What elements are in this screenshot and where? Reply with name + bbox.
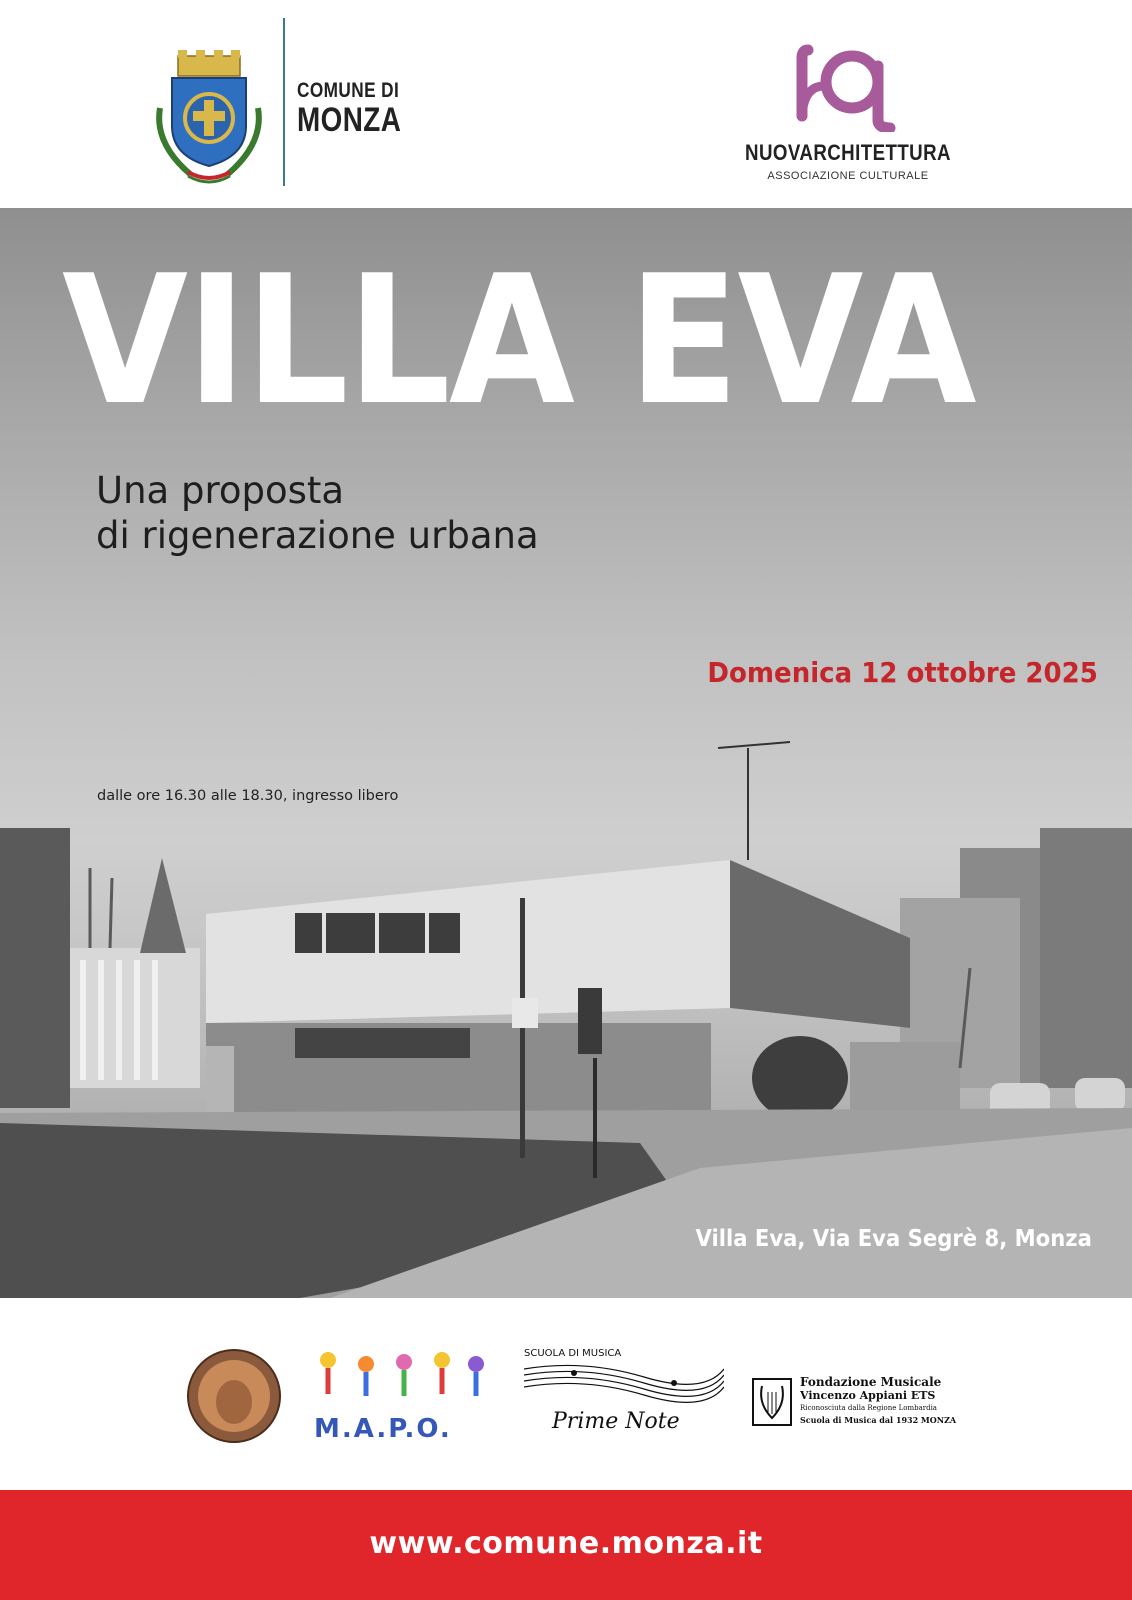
header <box>0 0 1132 208</box>
fondazione-line1: Fondazione Musicale <box>800 1375 942 1389</box>
org-name: NUOVARCHITETTURA <box>745 140 951 165</box>
nuovarchitettura-logo-icon <box>790 36 910 132</box>
children-figures-icon <box>314 1348 494 1408</box>
event-subtitle <box>96 468 539 558</box>
fondazione-line2: Vincenzo Appiani ETS <box>800 1389 936 1402</box>
fondazione-appiani-logo <box>752 1375 957 1434</box>
subtitle-line1: Una proposta <box>96 469 345 512</box>
prime-note-logo <box>524 1348 724 1448</box>
event-title: VILLA EVA <box>62 237 975 444</box>
footer-bar <box>0 1490 1132 1600</box>
music-staff-icon <box>524 1359 724 1405</box>
subtitle-line2: di rigenerazione urbana <box>96 514 539 558</box>
comune-di-monza-wordmark <box>297 80 424 137</box>
website-link[interactable]: www.comune.monza.it <box>369 1526 763 1561</box>
event-time: dalle ore 16.30 alle 18.30, ingresso libero <box>97 788 399 804</box>
fondazione-line3: Riconosciuta dalla Regione Lombardia <box>800 1404 937 1412</box>
mapo-text: M.A.P.O. <box>314 1414 452 1444</box>
header-divider <box>283 18 285 186</box>
music-school-header: SCUOLA DI MUSICA <box>524 1348 622 1359</box>
event-date: Domenica 12 ottobre 2025 <box>707 656 1098 689</box>
fondazione-line4: Scuola di Musica dal 1932 MONZA <box>800 1415 957 1425</box>
event-address: Villa Eva, Via Eva Segrè 8, Monza <box>695 1226 1092 1252</box>
partner-logos <box>0 1298 1132 1490</box>
mapo-logo <box>314 1348 494 1448</box>
lyre-icon <box>752 1378 792 1426</box>
villa-eva-photo <box>0 208 1132 1298</box>
medallion-logo-icon <box>186 1348 282 1444</box>
org-subtitle: ASSOCIAZIONE CULTURALE <box>767 170 929 182</box>
monza-coat-of-arms-icon <box>150 48 268 188</box>
comune-line2: MONZA <box>297 101 402 139</box>
music-school-name: Prime Note <box>552 1409 680 1434</box>
comune-line1: COMUNE DI <box>297 79 400 102</box>
